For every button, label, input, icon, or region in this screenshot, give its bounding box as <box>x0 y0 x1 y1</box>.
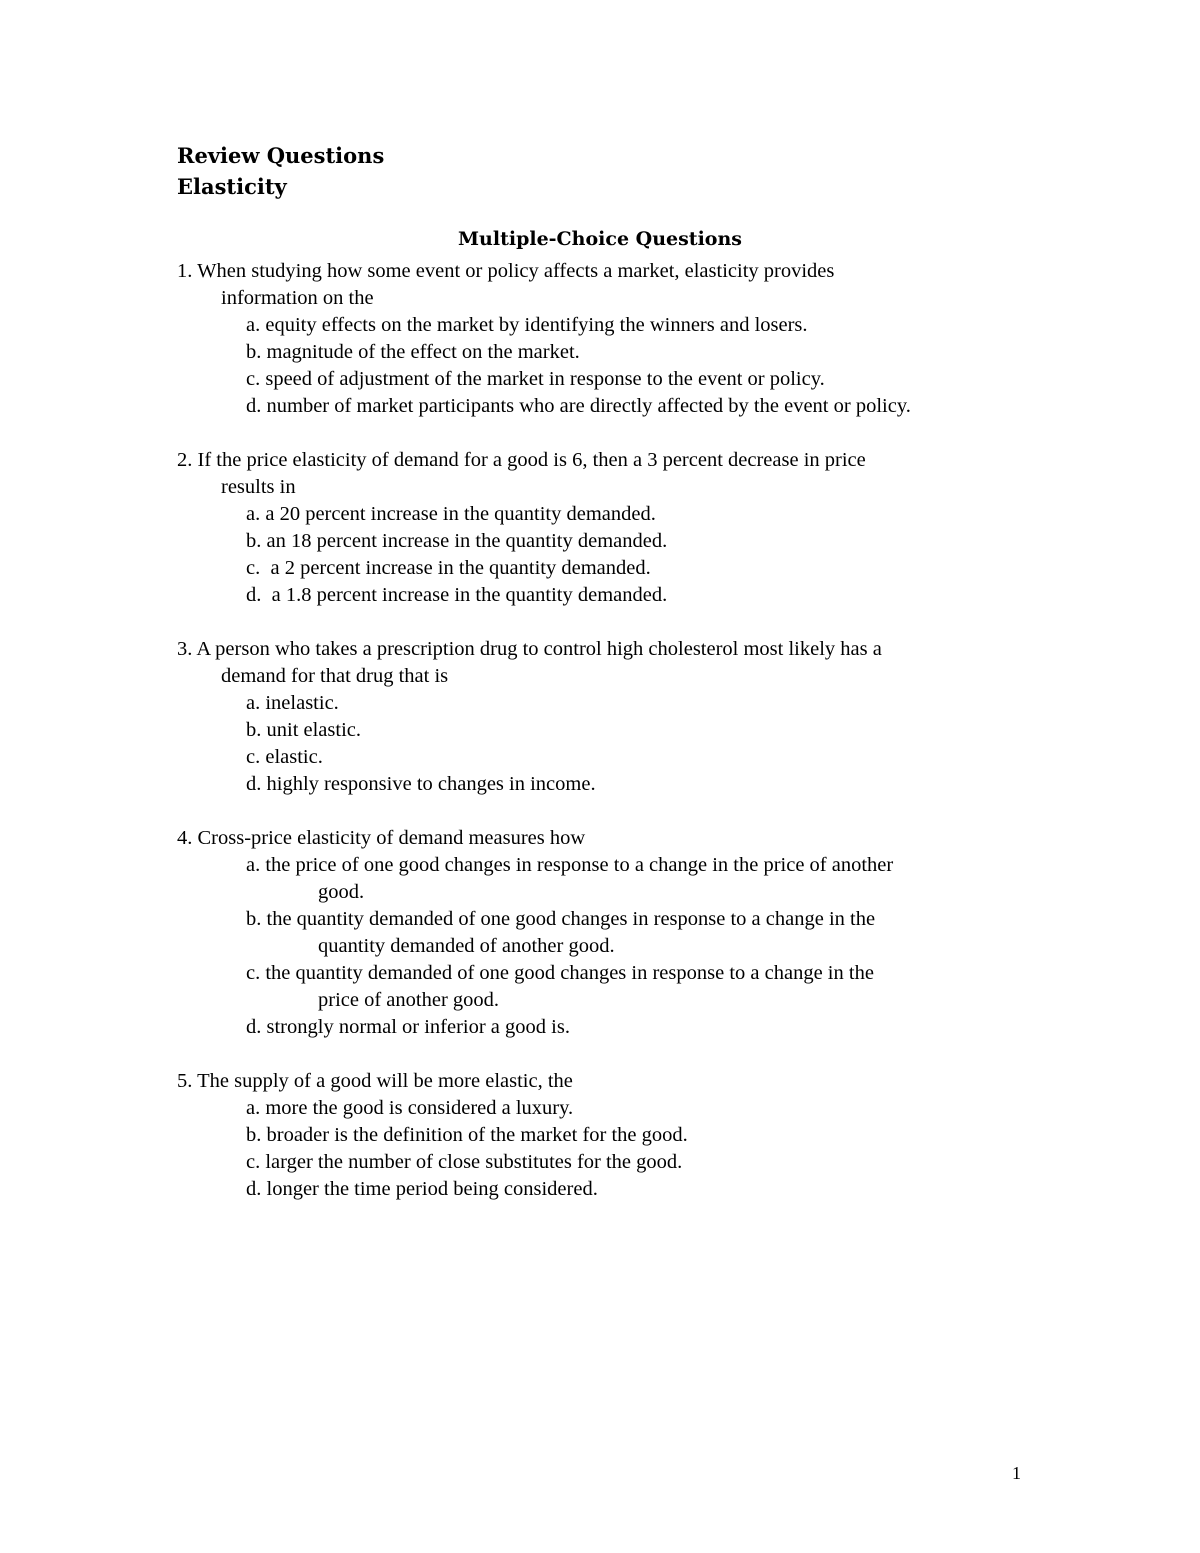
option-text: a 1.8 percent increase in the quantity demanded. <box>266 584 668 606</box>
option-letter: c. <box>246 557 261 579</box>
question-number: 5. <box>177 1070 193 1092</box>
answer-option-continued: good. <box>318 881 365 903</box>
answer-option <box>246 1149 682 1176</box>
answer-option <box>246 582 667 609</box>
option-letter: d. <box>246 584 262 606</box>
page-number: 1 <box>1012 1463 1021 1483</box>
answer-option <box>246 366 825 393</box>
answer-option <box>246 771 596 798</box>
option-text: a 2 percent increase in the quantity demanded. <box>265 557 651 579</box>
answer-option <box>246 1176 598 1203</box>
question-number: 4. <box>177 827 193 849</box>
option-letter: d. <box>246 1016 262 1038</box>
option-letter: c. <box>246 368 261 390</box>
answer-option <box>246 690 339 717</box>
option-letter: c. <box>246 746 261 768</box>
answer-option <box>246 852 893 879</box>
question-stem <box>177 447 866 474</box>
question-stem-continued: results in <box>221 476 296 498</box>
answer-option <box>246 501 656 528</box>
question-stem <box>177 1068 573 1095</box>
answer-option <box>246 1095 573 1122</box>
answer-option-continued: quantity demanded of another good. <box>318 935 615 957</box>
question-stem-continued: information on the <box>221 287 374 309</box>
option-text: the price of one good changes in response to a change in the price of another <box>265 854 894 876</box>
option-text: an 18 percent increase in the quantity demanded. <box>266 530 668 552</box>
option-text: a 20 percent increase in the quantity demanded. <box>265 503 656 525</box>
option-text: the quantity demanded of one good changes in response to a change in the <box>265 962 874 984</box>
answer-option <box>246 906 875 933</box>
option-letter: b. <box>246 1124 262 1146</box>
answer-option-continued: price of another good. <box>318 989 500 1011</box>
option-text: longer the time period being considered. <box>266 1178 598 1200</box>
answer-option <box>246 339 580 366</box>
question-stem <box>177 825 585 852</box>
document-title: Review Questions <box>177 143 385 168</box>
question-stem-continued: demand for that drug that is <box>221 665 449 687</box>
option-letter: a. <box>246 314 261 336</box>
answer-option <box>246 717 361 744</box>
question-stem <box>177 636 882 663</box>
option-text: speed of adjustment of the market in response to the event or policy. <box>265 368 825 390</box>
option-text: unit elastic. <box>266 719 362 741</box>
option-text: inelastic. <box>265 692 339 714</box>
option-letter: b. <box>246 341 262 363</box>
option-text: strongly normal or inferior a good is. <box>266 1016 570 1038</box>
answer-option <box>246 528 667 555</box>
answer-option <box>246 312 808 339</box>
option-text: equity effects on the market by identifying the winners and losers. <box>265 314 808 336</box>
option-letter: a. <box>246 1097 261 1119</box>
section-title: Multiple-Choice Questions <box>458 228 742 250</box>
option-text: the quantity demanded of one good changes in response to a change in the <box>266 908 876 930</box>
question-number: 2. <box>177 449 193 471</box>
option-text: magnitude of the effect on the market. <box>266 341 580 363</box>
option-letter: b. <box>246 908 262 930</box>
option-letter: d. <box>246 395 262 417</box>
answer-option <box>246 555 651 582</box>
answer-option <box>246 393 911 420</box>
option-text: elastic. <box>265 746 323 768</box>
question-stem-text: If the price elasticity of demand for a good is 6, then a 3 percent decrease in price <box>197 449 866 471</box>
question-stem-text: A person who takes a prescription drug to control high cholesterol most likely has a <box>196 638 882 660</box>
question-number: 1. <box>177 260 193 282</box>
option-letter: d. <box>246 1178 262 1200</box>
option-letter: c. <box>246 1151 261 1173</box>
question-stem <box>177 258 834 285</box>
question-stem-text: When studying how some event or policy affects a market, elasticity provides <box>197 260 835 282</box>
document-subtitle: Elasticity <box>177 174 287 199</box>
option-letter: d. <box>246 773 262 795</box>
option-letter: c. <box>246 962 261 984</box>
question-number: 3. <box>177 638 193 660</box>
question-stem-text: The supply of a good will be more elastic, the <box>197 1070 573 1092</box>
option-letter: a. <box>246 854 261 876</box>
option-text: highly responsive to changes in income. <box>266 773 596 795</box>
option-letter: a. <box>246 503 261 525</box>
answer-option <box>246 744 323 771</box>
answer-option <box>246 960 874 987</box>
option-text: larger the number of close substitutes for the good. <box>265 1151 683 1173</box>
option-text: number of market participants who are directly affected by the event or policy. <box>266 395 911 417</box>
answer-option <box>246 1122 688 1149</box>
option-text: more the good is considered a luxury. <box>265 1097 574 1119</box>
option-letter: b. <box>246 530 262 552</box>
option-letter: b. <box>246 719 262 741</box>
option-letter: a. <box>246 692 261 714</box>
option-text: broader is the definition of the market for the good. <box>266 1124 688 1146</box>
question-stem-text: Cross-price elasticity of demand measures how <box>197 827 586 849</box>
answer-option <box>246 1014 570 1041</box>
